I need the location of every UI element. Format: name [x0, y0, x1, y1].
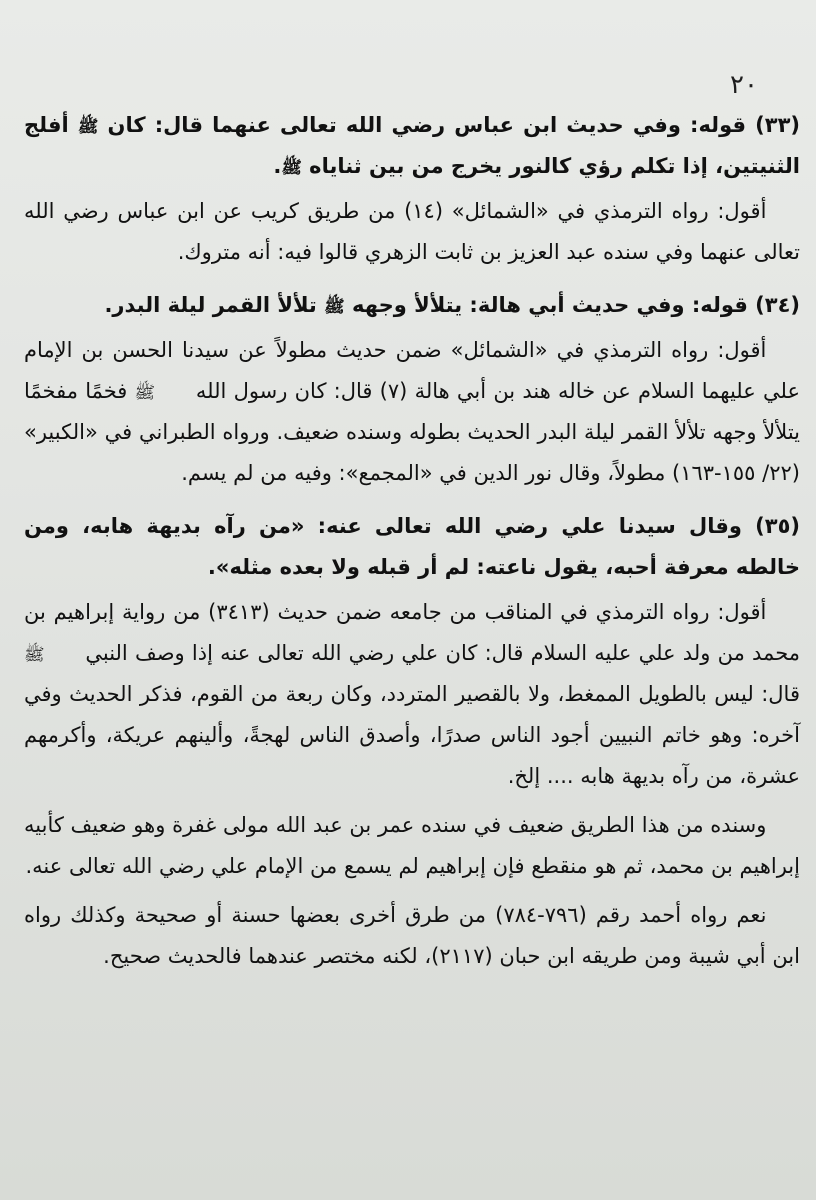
para-34-text-1: أقول: رواه الترمذي في «الشمائل» ضمن حديث مطولاً عن سيدنا الحسن بن الإمام علي عليهما السلام عن خاله هند بن أبي هالة (٧) قال: كان رسول الله: [24, 338, 800, 403]
lead-33-text-2: أفلج الثنيتين، إذا تكلم رؤي كالنور يخرج من بين ثناياه: [24, 113, 800, 178]
para-35-chain: [24, 805, 800, 887]
para-35-text-1: أقول: رواه الترمذي في المناقب من جامعه ضمن حديث (٣٤١٣) من رواية إبراهيم بن محمد من ولد علي عليه السلام قال: كان علي رضي الله تعالى عنه إذا وصف النبي: [24, 600, 800, 665]
para-35-text-2: قال: ليس بالطويل الممغط، ولا بالقصير المتردد، وكان ربعة من القوم، فذكر الحديث وفي آخره: وهو خاتم النبيين أجود الناس صدرًا، وأصدق الناس لهجةً، وألينهم عريكة، وأكرمهم عشرة، من رآه بديهة هابه .... إلخ.: [24, 682, 800, 788]
salawat-symbol: ﷺ: [77, 117, 99, 137]
para-33-text: أقول: رواه الترمذي في «الشمائل» (١٤) من طريق كريب عن ابن عباس رضي الله تعالى عنهما وفي سنده عبد العزيز بن ثابت الزهري قالوا فيه: أنه متروك.: [24, 199, 800, 264]
lead-34-text-2: تلألأ القمر ليلة البدر.: [104, 293, 325, 317]
salawat-symbol: ﷺ: [24, 645, 45, 665]
lead-35: [24, 506, 800, 588]
lead-34: [24, 285, 800, 326]
lead-33: [24, 105, 800, 187]
para-35-chain-text: وسنده من هذا الطريق ضعيف في سنده عمر بن عبد الله مولى غفرة وهو ضعيف كأبيه إبراهيم بن محمد، ثم هو منقطع فإن إبراهيم لم يسمع من الإمام علي رضي الله تعالى عنه.: [24, 813, 800, 878]
para-34: [24, 330, 800, 494]
salawat-symbol: ﷺ: [324, 297, 345, 317]
lead-34-text-1: (٣٤) قوله: وفي حديث أبي هالة: يتلألأ وجهه: [344, 293, 800, 317]
lead-33-text-3: .: [273, 154, 282, 178]
lead-33-text-1: (٣٣) قوله: وفي حديث ابن عباس رضي الله تعالى عنهما قال: كان: [98, 113, 800, 137]
para-35-ahmad-text: نعم رواه أحمد رقم (٧٩٦-٧٨٤) من طرق أخرى بعضها حسنة أو صحيحة وكذلك رواه ابن أبي شيبة ومن طريقه ابن حبان (٢١١٧)، لكنه مختصر عندهما فالحديث صحيح.: [24, 903, 800, 968]
lead-35-text: (٣٥) وقال سيدنا علي رضي الله تعالى عنه: «من رآه بديهة هابه، ومن خالطه معرفة أحبه، يقول ناعته: لم أر قبله ولا بعده مثله».: [24, 514, 800, 579]
para-34-text-2: فخمًا مفخمًا يتلألأ وجهه تلألأ القمر ليلة البدر الحديث بطوله وسنده ضعيف. ورواه الطبراني في «الكبير» (٢٢/ ١٥٥-١٦٣) مطولاً، وقال نور الدين في «المجمع»: وفيه من لم يسم.: [24, 379, 800, 485]
para-35-ahmad: [24, 895, 800, 977]
page-number: ٢٠: [730, 70, 758, 100]
para-35: [24, 592, 800, 797]
para-33: [24, 191, 800, 273]
page-body: [24, 105, 800, 977]
salawat-symbol: ﷺ: [134, 383, 156, 403]
salawat-symbol: ﷺ: [281, 158, 302, 178]
